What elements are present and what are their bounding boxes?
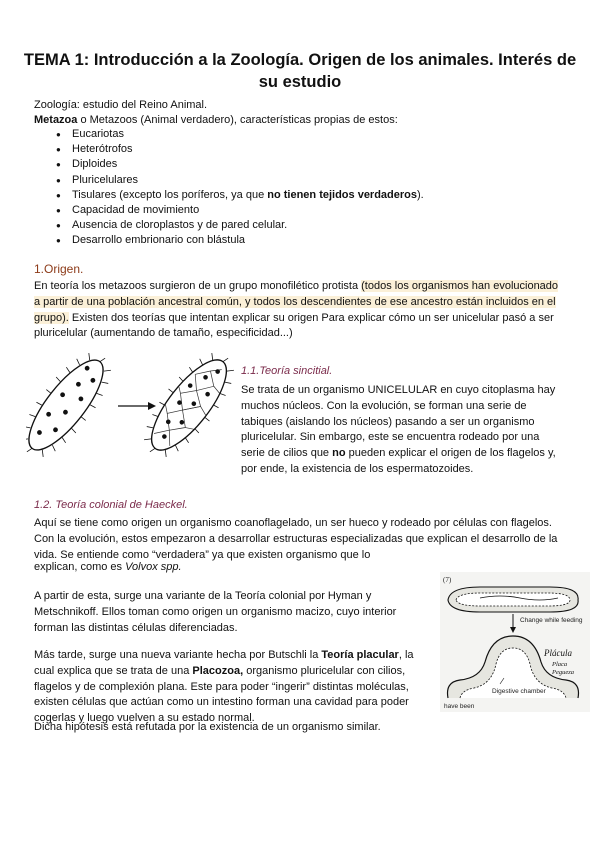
colonial-heading: 1.2. Teoría colonial de Haeckel. (34, 499, 188, 511)
sincitial-heading: 1.1.Teoría sincitial. (241, 365, 333, 377)
list-item: ● Eucariotas (56, 127, 424, 142)
placula-figure (440, 572, 590, 712)
arrow-icon (118, 402, 156, 410)
intro-line: Zoología: estudio del Reino Animal. (34, 99, 208, 111)
colonial-paragraph-2: A partir de esta, surge una variante de la Teoría colonial por Hyman y Metschnikoff. Ellos toman como origen un organismo macizo, cuyo interior forman las distintas células diferenciadas. (34, 590, 397, 634)
tisulares-bold: no tienen tejidos verdaderos (267, 188, 418, 201)
syncytial-cells-figure (26, 350, 236, 460)
compartmentalized-cell (131, 350, 236, 460)
list-item: ● Capacidad de movimiento (56, 203, 424, 218)
flat-placula (448, 587, 578, 612)
origin-highlight: (todos los organismos han evolucionado a partir de una población ancestral común, y todos los descendientes de ese ancestro están incluidos en el grupo). (34, 280, 559, 324)
list-item: ● Ausencia de cloroplastos y de pared celular. (56, 218, 424, 233)
pegueza-label: Pegueza (552, 669, 575, 676)
colonial-paragraph-3: Más tarde, surge una nueva variante hecha por Butschli la Teoría placular, la cual explica que se trata de una Placozoa, organismo pluricelular con cilios, flagelos y de complexión plana. Este para poder “ingerir” distintas moléculas, existen células que actúan como un intestino forman una cavidad para poder cogerlas y luego vuelven a su estado normal. (34, 649, 414, 725)
multinucleate-cell (26, 350, 123, 460)
metazoa-term: Metazoa (34, 114, 78, 126)
origin-paragraph: En teoría los metazoos surgieron de un grupo monofilético protista (todos los organismos han evolucionado a partir de una población ancestral común, y todos los descendientes de ese ancestro están incluidos en el grupo). Existen dos teorías que intentan explicar su origen Para explicar cómo un ser unicelular pasó a ser pluricelular (aumentando de tamaño, especificidad...) (34, 280, 559, 340)
bottom-label: have been (444, 703, 475, 710)
list-item: ● Tisulares (excepto los poríferos, ya que no tienen tejidos verdaderos). (56, 188, 424, 203)
metazoa-line (34, 113, 398, 128)
list-item: ● Desarrollo embrionario con blástula (56, 233, 424, 248)
figure-number: (7) (443, 576, 452, 584)
colonial-paragraph-1b: explican, como es Volvox spp. (34, 561, 182, 573)
page-title: TEMA 1: Introducción a la Zoología. Origen de los animales. Interés de su estudio (23, 51, 577, 91)
origin-heading: 1.Origen. (34, 262, 84, 276)
sincitial-paragraph: Se trata de un organismo UNICELULAR en cuyo citoplasma hay muchos núcleos. Con la evolución, se forman una serie de tabiques (aislando los núcleos) pasando a ser un organismo pluricelular. Sin embargo, este se encuentra rodeado por una serie de cilios que no pueden explicar el origen de los flagelos y, por ende, la existencia de los espermatozoides. (241, 384, 556, 475)
sincitial-bold: no (332, 447, 346, 460)
digestive-label: Digestive chamber (492, 688, 546, 695)
volvox-name: Volvox spp. (125, 561, 182, 573)
change-label: Change while feeding (520, 617, 583, 624)
metazoa-description: o Metazoos (Animal verdadero), características propias de estos: (77, 114, 398, 126)
characteristics-list (56, 127, 424, 249)
placula-label: Plácula (544, 648, 572, 658)
colonial-paragraph-1: Aquí se tiene como origen un organismo coanoflagelado, un ser hueco y rodeado por células con flagelos. Con la evolución, estos empezaron a desarrollar estructuras especializadas que explican el desarrollo de la vida. Se entiende como “verdadera” ya que existen organismo que lo (34, 517, 558, 561)
colonial-paragraph-4: Dicha hipótesis está refutada por la existencia de un organismo similar. (34, 721, 381, 733)
list-item: ● Heterótrofos (56, 142, 424, 157)
list-item: ● Diploides (56, 157, 424, 172)
list-item: ● Pluricelulares (56, 173, 424, 188)
placa-label: Placa (552, 661, 568, 668)
